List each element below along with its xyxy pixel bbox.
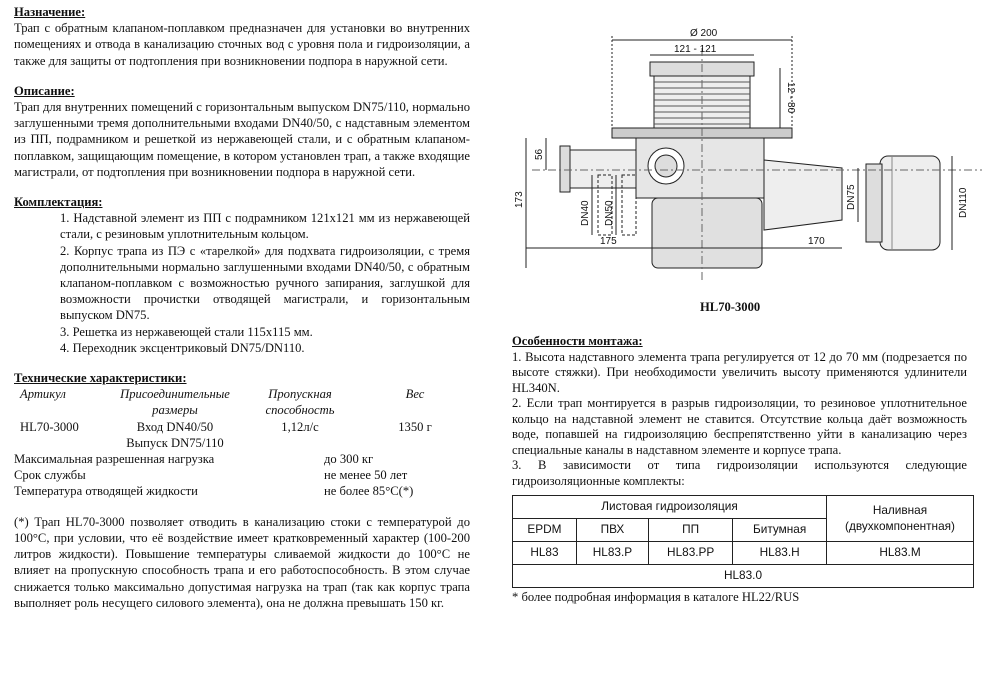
spec-outlet: Выпуск DN75/110	[126, 435, 224, 450]
dn110-label: DN110	[958, 187, 969, 218]
dn75-label: DN75	[846, 184, 857, 210]
footnote: * более подробная информация в каталоге HL22/RUS	[512, 590, 800, 604]
drawing-caption: HL70-3000	[700, 300, 761, 314]
iso-type: ПП	[649, 519, 733, 542]
spec-row-label: Максимальная разрешенная нагрузка	[14, 452, 215, 467]
dim-170-label: 170	[808, 236, 825, 247]
spec-row-value: до 300 кг	[324, 452, 374, 467]
spec-connect	[110, 419, 240, 451]
iso-type: ПВХ	[576, 519, 648, 542]
description-heading: Описание:	[14, 83, 75, 98]
specs-rows	[14, 451, 470, 500]
iso-code: HL83.PP	[649, 542, 733, 565]
temperature-note: (*) Трап HL70-3000 позволяет отводить в канализацию стоки с температурой до 100°С, при условии, что её воздействие имеет кратковременный характер (100-200 литров жидкости). Повышение температуры сливаемой жидкости до 100°С не влияет на пропускную способность трапа и его работоспособность. В этом случае снижается только максимально допустимая нагрузка на трап (так как корпус трапа выполняет роль несущего силового элемента), она не должна превышать 150 кг.	[14, 514, 470, 610]
side-inlet	[568, 150, 636, 188]
iso-common-code: HL83.0	[513, 565, 974, 588]
specs-table	[14, 386, 470, 451]
dim-12-80-label: 12 - 80	[785, 82, 796, 114]
kit-item: 2. Корпус трапа из ПЭ с «тарелкой» для подхвата гидроизоляции, с тремя дополнительными нормально заглушенными входами DN40/50, с обратным клапаном-поплавком с возможностью ручного запирания, заглушкой для возможности прочистки отводящей магистрали, и горизонтальным выпуском DN75.	[60, 243, 470, 323]
dn40-label: DN40	[580, 200, 591, 226]
col-weight-header: Вес	[405, 387, 425, 402]
trap-bowl	[652, 198, 762, 268]
kit-item: 4. Переходник эксцентриковый DN75/DN110.	[60, 340, 305, 355]
spec-inlet: Вход DN40/50	[136, 419, 214, 434]
iso-sheet-header: Листовая гидроизоляция	[513, 496, 827, 519]
spec-flow: 1,12л/с	[281, 419, 319, 434]
spec-row-label: Температура отводящей жидкости	[14, 484, 198, 499]
mounting-item: 1. Высота надставного элемента трапа регулируется от 12 до 70 мм (подрезается по высоте стяжки). При необходимости увеличить высоту применяются удлинители HL340N.	[512, 349, 967, 395]
mounting-item: 3. В зависимости от типа гидроизоляции используются следующие гидроизоляционные комплекты:	[512, 458, 967, 488]
iso-code: HL83.H	[733, 542, 827, 565]
col-article-header: Артикул	[20, 387, 66, 402]
mounting-item: 2. Если трап монтируется в разрыв гидроизоляции, то резиновое уплотнительное кольцо на надставной элемент не ставится. Отсутствие кольца даёт возможность воде, попавшей на гидроизоляцию беспрепятственно уйти в канализацию через специальные каналы в надставном элементе и корпусе трапа.	[512, 396, 967, 457]
col-connect-header: Присоединительные размеры	[120, 387, 230, 418]
dn50-label: DN50	[604, 200, 615, 226]
spec-weight: 1350 г	[398, 419, 432, 434]
iso-type: Битумная	[733, 519, 827, 542]
dim-121-label: 121 - 121	[674, 44, 717, 55]
spec-row-value: не более 85°С(*)	[324, 484, 414, 499]
kit-item: 1. Надставной элемент из ПП с подрамником 121x121 мм из нержавеющей стали, с резиновым уплотнительным кольцом.	[60, 211, 470, 242]
iso-type: EPDM	[513, 519, 577, 542]
waterproofing-table	[512, 495, 974, 588]
purpose-heading: Назначение:	[14, 5, 86, 19]
specs-heading: Технические характеристики:	[14, 371, 187, 386]
iso-liquid-header: Наливная (двухкомпонентная)	[827, 496, 974, 542]
spec-article: HL70-3000	[20, 419, 79, 434]
mounting-heading: Особенности монтажа:	[512, 334, 643, 348]
spec-row-label: Срок службы	[14, 468, 86, 483]
dim-173-label: 173	[514, 191, 525, 208]
kit-item: 3. Решетка из нержавеющей стали 115x115 мм.	[60, 324, 313, 339]
dim-56-label: 56	[534, 148, 545, 160]
purpose-text: Трап с обратным клапаном-поплавком предназначен для установки во внутренних помещениях и отвода в канализацию сточных вод с уровня пола и гидроизоляции, а также для защиты от подтопления при возникновении подпора в наружной сети.	[14, 21, 470, 68]
description-text: Трап для внутренних помещений с горизонтальным выпуском DN75/110, нормально заглушенными тремя дополнительными входами DN40/50, с надставным элементом из ПП, подрамником и решеткой из нержавеющей стали, и с обратным клапаном-поплавком, защищающим помещение, в котором установлен трап, а также входящие магистрали, от подтопления при возникновении подпора в наружной сети.	[14, 100, 470, 179]
iso-code: HL83	[513, 542, 577, 565]
iso-code: HL83.P	[576, 542, 648, 565]
iso-liquid-code: HL83.M	[827, 542, 974, 565]
col-flow-header: Пропускная способность	[265, 387, 335, 418]
spec-row-value: не менее 50 лет	[324, 468, 408, 483]
left-column	[14, 4, 470, 611]
technical-drawing	[512, 0, 1000, 300]
mounting-section	[512, 334, 967, 606]
dim-200-label: Ø 200	[690, 28, 718, 39]
kit-heading: Комплектация:	[14, 195, 103, 210]
dim-175-label: 175	[600, 236, 617, 247]
